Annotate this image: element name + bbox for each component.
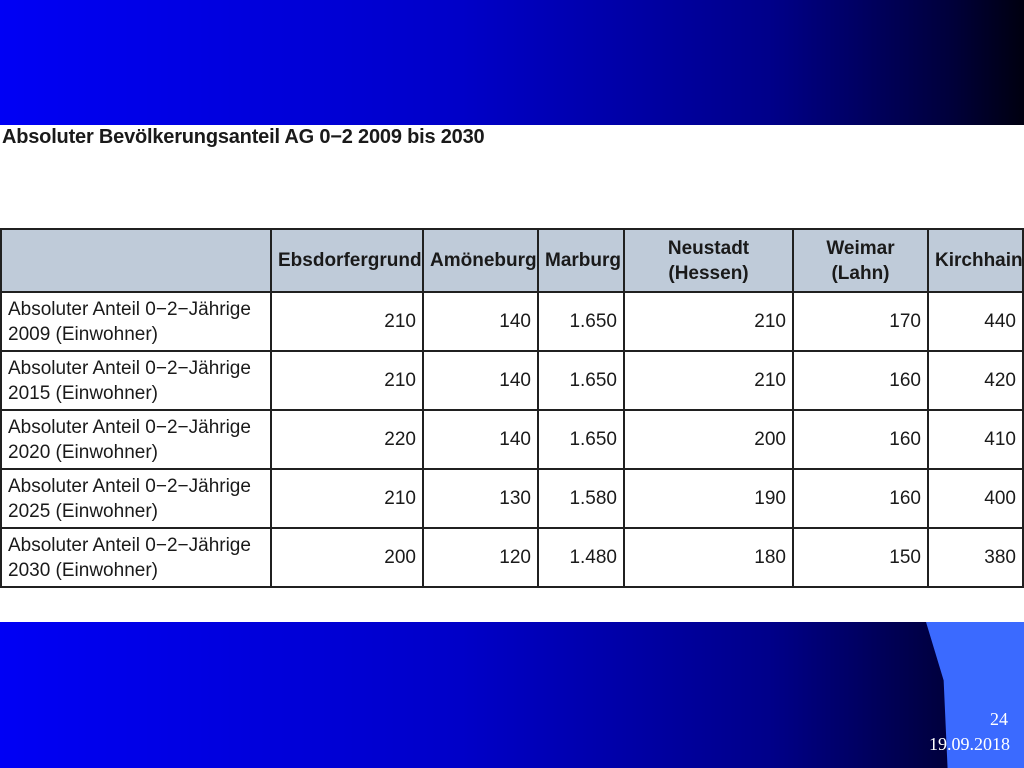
value-cell: 410	[928, 410, 1023, 469]
value-cell: 380	[928, 528, 1023, 587]
header-cell-empty	[1, 229, 271, 292]
value-cell: 120	[423, 528, 538, 587]
table-row	[1, 292, 1023, 351]
page-number: 24	[990, 709, 1008, 729]
header-marburg: Marburg	[538, 229, 624, 292]
value-cell: 190	[624, 469, 793, 528]
value-cell: 160	[793, 469, 928, 528]
value-cell: 1.650	[538, 410, 624, 469]
value-cell: 170	[793, 292, 928, 351]
value-cell: 210	[271, 351, 423, 410]
row-label: Absoluter Anteil 0−2−Jährige 2009 (Einwohner)	[1, 292, 271, 351]
value-cell: 210	[271, 469, 423, 528]
table-title: Absoluter Bevölkerungsanteil AG 0−2 2009 bis 2030	[2, 126, 485, 148]
value-cell: 200	[271, 528, 423, 587]
value-cell: 140	[423, 292, 538, 351]
value-cell: 210	[271, 292, 423, 351]
row-label: Absoluter Anteil 0−2−Jährige 2020 (Einwohner)	[1, 410, 271, 469]
value-cell: 160	[793, 410, 928, 469]
header-weimar: Weimar (Lahn)	[793, 229, 928, 292]
value-cell: 400	[928, 469, 1023, 528]
value-cell: 1.650	[538, 292, 624, 351]
value-cell: 220	[271, 410, 423, 469]
value-cell: 150	[793, 528, 928, 587]
header-neustadt: Neustadt (Hessen)	[624, 229, 793, 292]
value-cell: 210	[624, 351, 793, 410]
row-label: Absoluter Anteil 0−2−Jährige 2030 (Einwohner)	[1, 528, 271, 587]
header-ebsdorfergrund: Ebsdorfergrund	[271, 229, 423, 292]
row-label: Absoluter Anteil 0−2−Jährige 2015 (Einwohner)	[1, 351, 271, 410]
table-row	[1, 469, 1023, 528]
value-cell: 1.650	[538, 351, 624, 410]
row-label: Absoluter Anteil 0−2−Jährige 2025 (Einwohner)	[1, 469, 271, 528]
slide-date: 19.09.2018	[929, 734, 1010, 754]
value-cell: 200	[624, 410, 793, 469]
value-cell: 1.480	[538, 528, 624, 587]
value-cell: 180	[624, 528, 793, 587]
table-row	[1, 410, 1023, 469]
header-kirchhain: Kirchhain	[928, 229, 1023, 292]
header-amoeneburg: Amöneburg	[423, 229, 538, 292]
value-cell: 130	[423, 469, 538, 528]
value-cell: 140	[423, 410, 538, 469]
value-cell: 140	[423, 351, 538, 410]
table-panel	[0, 125, 1024, 622]
header-row	[1, 229, 1023, 292]
population-table	[0, 228, 1024, 588]
value-cell: 1.580	[538, 469, 624, 528]
value-cell: 160	[793, 351, 928, 410]
value-cell: 420	[928, 351, 1023, 410]
value-cell: 210	[624, 292, 793, 351]
table-row	[1, 528, 1023, 587]
value-cell: 440	[928, 292, 1023, 351]
table-row	[1, 351, 1023, 410]
